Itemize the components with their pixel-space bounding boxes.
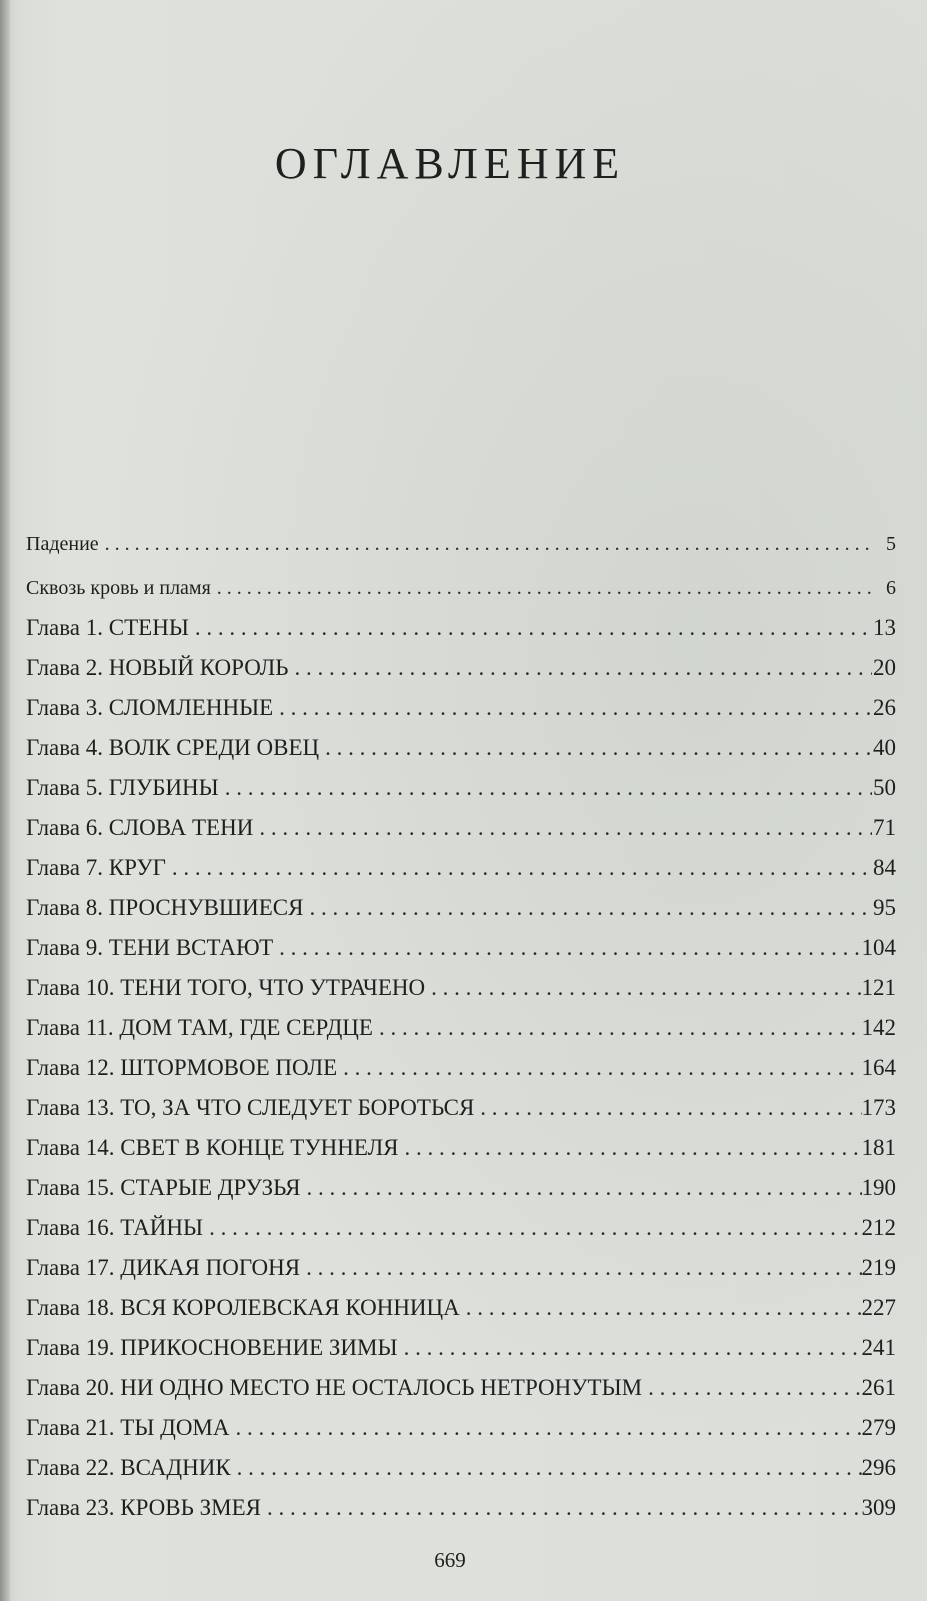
toc-entry-title: Глава 1. СТЕНЫ	[26, 615, 189, 640]
dot-leader	[261, 1488, 862, 1528]
toc-entry-page: 95	[873, 895, 896, 920]
toc-entry	[26, 1128, 896, 1168]
dot-leader	[425, 968, 861, 1008]
dot-leader	[99, 524, 872, 564]
dot-leader	[166, 848, 872, 888]
toc-entry-title: Глава 13. ТО, ЗА ЧТО СЛЕДУЕТ БОРОТЬСЯ	[26, 1095, 475, 1120]
page-number: 669	[434, 1548, 466, 1572]
toc-entry-page: 40	[873, 735, 896, 760]
toc-entry-page: 219	[861, 1255, 896, 1280]
toc-entry-page: 84	[873, 855, 896, 880]
toc-entry-page: 296	[861, 1455, 896, 1480]
toc-entry	[26, 1088, 896, 1128]
dot-leader	[273, 688, 872, 728]
dot-leader	[642, 1368, 861, 1408]
toc-entry-title: Глава 11. ДОМ ТАМ, ГДЕ СЕРДЦЕ	[26, 1015, 373, 1040]
toc-entry-title: Сквозь кровь и пламя	[26, 577, 211, 599]
dot-leader	[474, 1088, 861, 1128]
toc-entry-page: 121	[861, 975, 896, 1000]
toc-entry-page: 241	[861, 1335, 896, 1360]
toc-entry-title: Падение	[26, 533, 99, 555]
toc-entry	[26, 768, 896, 808]
table-of-contents	[26, 520, 896, 1528]
toc-entry	[26, 968, 896, 1008]
dot-leader	[211, 568, 872, 608]
toc-entry-title: Глава 9. ТЕНИ ВСТАЮТ	[26, 935, 274, 960]
toc-entry-title: Глава 20. НИ ОДНО МЕСТО НЕ ОСТАЛОСЬ НЕТРОНУТЫМ	[26, 1375, 643, 1400]
toc-entry-title: Глава 2. НОВЫЙ КОРОЛЬ	[26, 655, 289, 680]
toc-entry-page: 212	[861, 1215, 896, 1240]
toc-entry	[26, 1448, 896, 1488]
toc-entry	[26, 848, 896, 888]
toc-entry-title: Глава 14. СВЕТ В КОНЦЕ ТУННЕЛЯ	[26, 1135, 399, 1160]
toc-entry-title: Глава 4. ВОЛК СРЕДИ ОВЕЦ	[26, 735, 320, 760]
toc-entry-title: Глава 8. ПРОСНУВШИЕСЯ	[26, 895, 304, 920]
toc-entry-page: 164	[861, 1055, 896, 1080]
toc-entry	[26, 564, 896, 608]
toc-entry	[26, 520, 896, 564]
toc-entry-page: 104	[861, 935, 896, 960]
toc-entry-title: Глава 6. СЛОВА ТЕНИ	[26, 815, 254, 840]
dot-leader	[253, 808, 872, 848]
toc-entry	[26, 1408, 896, 1448]
toc-entry-page: 190	[861, 1175, 896, 1200]
page-title: ОГЛАВЛЕНИЕ	[274, 139, 626, 188]
toc-entry	[26, 1248, 896, 1288]
dot-leader	[399, 1128, 862, 1168]
dot-leader	[303, 888, 872, 928]
toc-entry	[26, 888, 896, 928]
dot-leader	[219, 768, 872, 808]
toc-entry	[26, 648, 896, 688]
toc-entry-title: Глава 18. ВСЯ КОРОЛЕВСКАЯ КОННИЦА	[26, 1295, 460, 1320]
toc-entry-page: 181	[861, 1135, 896, 1160]
toc-entry-title: Глава 15. СТАРЫЕ ДРУЗЬЯ	[26, 1175, 301, 1200]
dot-leader	[319, 728, 872, 768]
toc-entry-page: 71	[873, 815, 896, 840]
toc-entry-page: 227	[861, 1295, 896, 1320]
toc-entry-page: 173	[861, 1095, 896, 1120]
toc-entry-page: 5	[886, 533, 896, 555]
dot-leader	[203, 1208, 861, 1248]
toc-entry-page: 6	[886, 577, 896, 599]
toc-entry-page: 26	[873, 695, 896, 720]
toc-entry-title: Глава 21. ТЫ ДОМА	[26, 1415, 230, 1440]
toc-entry	[26, 1008, 896, 1048]
toc-entry-title: Глава 17. ДИКАЯ ПОГОНЯ	[26, 1255, 301, 1280]
dot-leader	[273, 928, 861, 968]
toc-entry	[26, 1288, 896, 1328]
dot-leader	[189, 608, 872, 648]
toc-entry-title: Глава 16. ТАЙНЫ	[26, 1215, 204, 1240]
toc-entry-page: 142	[861, 1015, 896, 1040]
dot-leader	[230, 1408, 862, 1448]
dot-leader	[300, 1248, 861, 1288]
dot-leader	[301, 1168, 862, 1208]
dot-leader	[231, 1448, 862, 1488]
toc-entry	[26, 1208, 896, 1248]
toc-entry	[26, 728, 896, 768]
toc-entry	[26, 1328, 896, 1368]
toc-entry-title: Глава 10. ТЕНИ ТОГО, ЧТО УТРАЧЕНО	[26, 975, 426, 1000]
toc-entry	[26, 1168, 896, 1208]
toc-entry-page: 13	[873, 615, 896, 640]
toc-entry-title: Глава 22. ВСАДНИК	[26, 1455, 231, 1480]
toc-entry	[26, 928, 896, 968]
toc-entry	[26, 808, 896, 848]
dot-leader	[337, 1048, 861, 1088]
toc-entry-title: Глава 19. ПРИКОСНОВЕНИЕ ЗИМЫ	[26, 1335, 398, 1360]
toc-entry-page: 50	[873, 775, 896, 800]
toc-entry	[26, 688, 896, 728]
toc-entry	[26, 1048, 896, 1088]
toc-entry-title: Глава 7. КРУГ	[26, 855, 166, 880]
toc-entry	[26, 1368, 896, 1408]
page-gutter-shadow	[0, 0, 10, 1601]
toc-entry-title: Глава 23. КРОВЬ ЗМЕЯ	[26, 1495, 261, 1520]
toc-entry-page: 261	[861, 1375, 896, 1400]
toc-entry-title: Глава 5. ГЛУБИНЫ	[26, 775, 219, 800]
dot-leader	[373, 1008, 862, 1048]
toc-entry-title: Глава 12. ШТОРМОВОЕ ПОЛЕ	[26, 1055, 338, 1080]
toc-entry-page: 279	[861, 1415, 896, 1440]
toc-entry	[26, 608, 896, 648]
toc-entry	[26, 1488, 896, 1528]
toc-entry-page: 20	[873, 655, 896, 680]
dot-leader	[398, 1328, 862, 1368]
dot-leader	[460, 1288, 862, 1328]
toc-entry-page: 309	[861, 1495, 896, 1520]
toc-entry-title: Глава 3. СЛОМЛЕННЫЕ	[26, 695, 274, 720]
dot-leader	[288, 648, 872, 688]
